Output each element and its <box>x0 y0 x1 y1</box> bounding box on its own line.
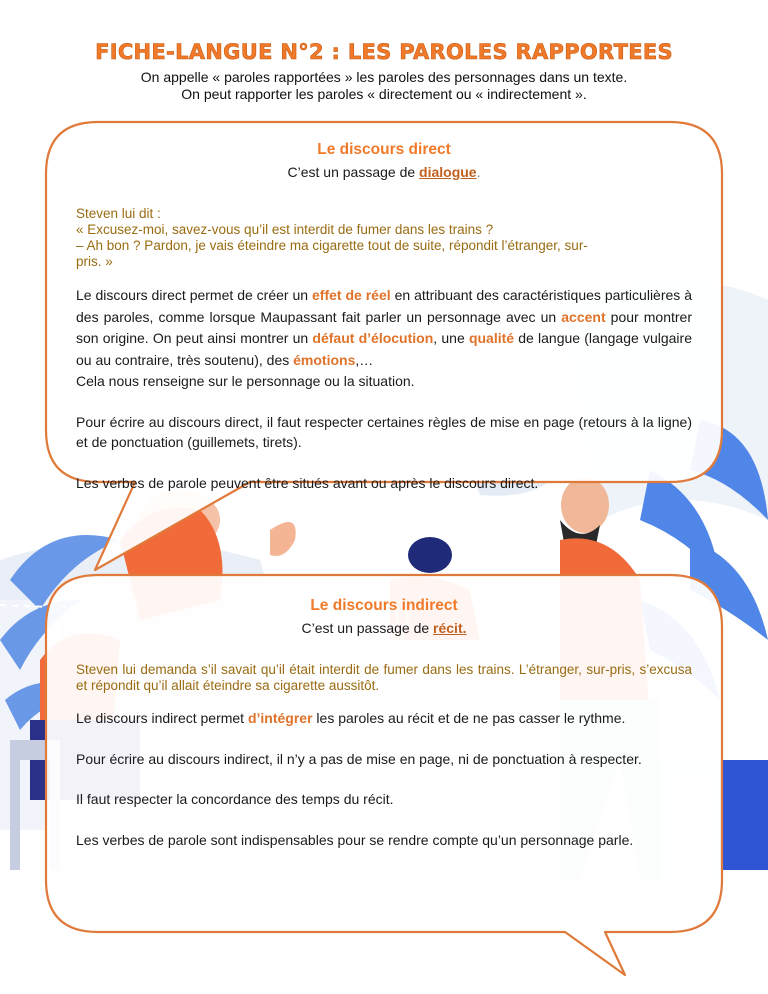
direct-subtitle-keyword: dialogue <box>419 163 477 180</box>
direct-p1-e: de langue (langage vulgaire ou au contraire, très soutenu), des <box>76 330 692 368</box>
page-header <box>0 40 768 103</box>
direct-p1-d: , une <box>433 330 469 346</box>
indirect-title: Le discours indirect <box>310 597 458 614</box>
indirect-subtitle <box>76 618 692 639</box>
keyword-emotions: émotions <box>293 351 356 368</box>
direct-paragraph-1 <box>76 285 692 371</box>
indirect-subtitle-keyword: récit. <box>433 619 467 636</box>
direct-subtitle-prefix: C’est un passage de <box>287 163 420 180</box>
direct-p1-f: ,… <box>355 351 374 368</box>
direct-p1-c: pour montrer son origine. On peut ainsi montrer un <box>76 308 692 346</box>
indirect-paragraph-2: Pour écrire au discours indirect, il n’y a pas de mise en page, ni de ponctuation à respecter. <box>76 750 642 767</box>
indirect-section <box>76 596 692 850</box>
direct-example-line-4: pris. » <box>76 254 113 269</box>
direct-paragraph-2: Pour écrire au discours direct, il faut respecter certaines règles de mise en page (retours à la ligne) et de ponctuation (guillemets, tirets). <box>76 413 692 450</box>
direct-example-line-3: – Ah bon ? Pardon, je vais éteindre ma cigarette tout de suite, répondit l’étranger, sur- <box>76 238 588 253</box>
direct-subtitle-suffix: . <box>476 163 481 180</box>
intro-line-1: On appelle « paroles rapportées » les paroles des personnages dans un texte. <box>140 69 628 85</box>
keyword-integrer: d’intégrer <box>247 710 313 726</box>
indirect-p1-a: Le discours indirect permet <box>76 710 248 726</box>
direct-p1-b: en attribuant des caractéristiques particulières à des paroles, comme lorsque Maupassant fait parler un personnage avec un <box>76 287 692 325</box>
indirect-paragraph-4: Les verbes de parole sont indispensables pour se rendre compte qu’un personnage parle. <box>76 831 634 848</box>
direct-subtitle <box>76 162 692 183</box>
direct-p1-a: Le discours direct permet de créer un <box>76 287 312 303</box>
direct-example-line-1: Steven lui dit : <box>76 206 161 221</box>
direct-section <box>76 140 692 493</box>
keyword-defaut-elocution: défaut d’élocution <box>312 330 434 346</box>
indirect-subtitle-prefix: C’est un passage de <box>301 619 434 636</box>
indirect-paragraph-3: Il faut respecter la concordance des temps du récit. <box>76 791 394 807</box>
direct-example <box>76 206 692 270</box>
page-title: FICHE-LANGUE N°2 : LES PAROLES RAPPORTEES <box>95 40 673 64</box>
direct-paragraph-3: Les verbes de parole peuvent être situés avant ou après le discours direct. <box>76 474 539 491</box>
keyword-qualite: qualité <box>468 330 515 346</box>
indirect-example: Steven lui demanda s’il savait qu’il était interdit de fumer dans les trains. L’étranger, sur-pris, s’excusa et répondit qu’il allait éteindre sa cigarette aussitôt. <box>76 662 692 693</box>
indirect-paragraph-1 <box>76 708 692 729</box>
keyword-accent: accent <box>561 308 606 325</box>
keyword-effet-de-reel: effet de réel <box>312 287 391 303</box>
intro-text <box>0 69 768 103</box>
direct-title: Le discours direct <box>317 141 451 158</box>
direct-paragraph-1-line-2: Cela nous renseigne sur le personnage ou la situation. <box>76 373 415 389</box>
intro-line-2: On peut rapporter les paroles « directement ou « indirectement ». <box>181 86 587 102</box>
direct-example-line-2: « Excusez-moi, savez-vous qu’il est interdit de fumer dans les trains ? <box>76 222 494 237</box>
indirect-p1-b: les paroles au récit et de ne pas casser le rythme. <box>312 710 626 726</box>
